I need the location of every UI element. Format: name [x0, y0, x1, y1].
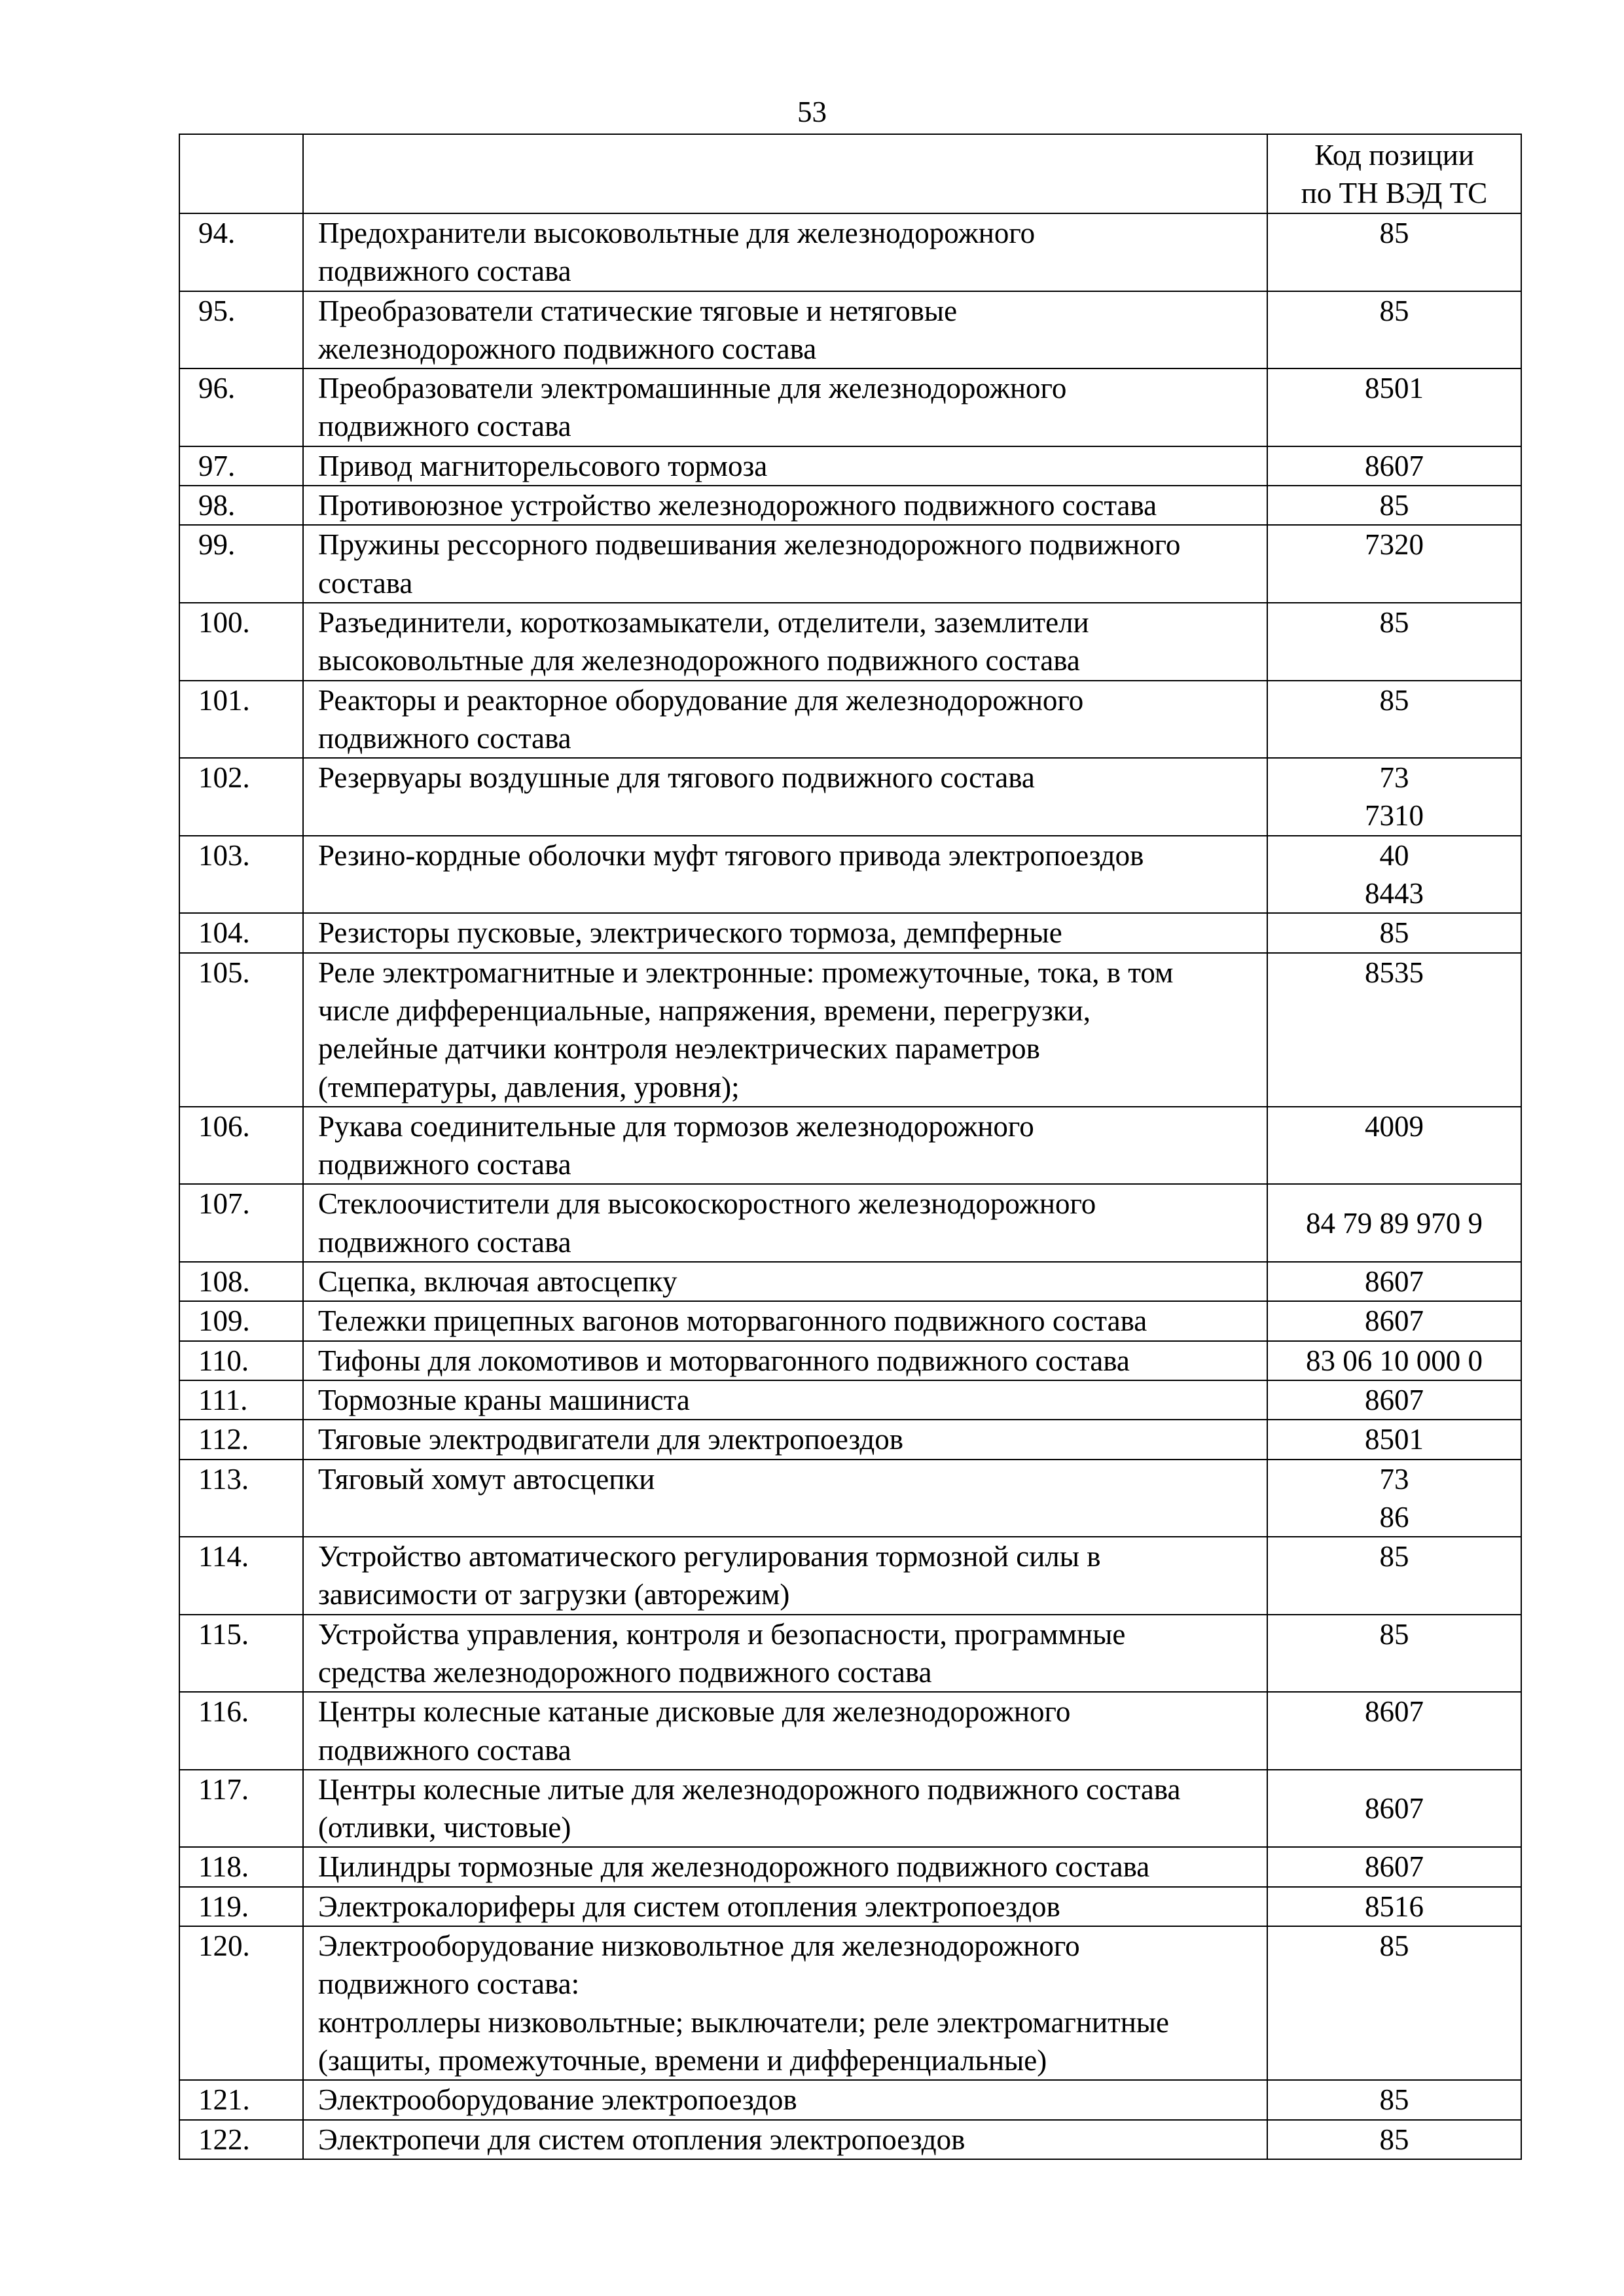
- row-name-cell: Разъединители, короткозамыкатели, отделители, заземлители высоковольтные для железнодорожного подвижного состава: [303, 603, 1267, 681]
- row-code-cell: 4009: [1267, 1107, 1521, 1185]
- row-name-cell: Рукава соединительные для тормозов железнодорожного подвижного состава: [303, 1107, 1267, 1185]
- row-number-cell: 117.: [179, 1770, 303, 1848]
- row-name-cell: Реле электромагнитные и электронные: промежуточные, тока, в том числе дифференциальные, напряжения, времени, перегрузки, релейные датчики контроля неэлектрических параметров (температуры, давления, уровня);: [303, 953, 1267, 1107]
- row-name-cell: Стеклоочистители для высокоскоростного железнодорожного подвижного состава: [303, 1184, 1267, 1262]
- row-code-cell: 85: [1267, 681, 1521, 759]
- row-number-cell: 108.: [179, 1262, 303, 1301]
- row-code-cell: 7320: [1267, 525, 1521, 603]
- table-row: [179, 1692, 1521, 1770]
- row-name-cell: Электрооборудование электропоездов: [303, 2080, 1267, 2119]
- row-code-cell: 83 06 10 000 0: [1267, 1341, 1521, 1380]
- row-name-cell: Электрооборудование низковольтное для железнодорожного подвижного состава: контроллеры низковольтные; выключатели; реле электромагнитные (защиты, промежуточные, времени и дифференциальные): [303, 1926, 1267, 2080]
- row-name-cell: Пружины рессорного подвешивания железнодорожного подвижного состава: [303, 525, 1267, 603]
- row-number-cell: 111.: [179, 1380, 303, 1420]
- table-row: [179, 1926, 1521, 2080]
- table-row: [179, 953, 1521, 1107]
- header-number-cell: [179, 134, 303, 213]
- row-code-cell: 8535: [1267, 953, 1521, 1107]
- row-code-cell: 8607: [1267, 1692, 1521, 1770]
- row-number-cell: 110.: [179, 1341, 303, 1380]
- row-number-cell: 94.: [179, 213, 303, 291]
- table-row: [179, 913, 1521, 952]
- row-number-cell: 122.: [179, 2120, 303, 2159]
- table-row: [179, 1770, 1521, 1848]
- row-name-cell: Преобразователи статические тяговые и нетяговые железнодорожного подвижного состава: [303, 291, 1267, 369]
- row-code-cell: 85: [1267, 1537, 1521, 1615]
- header-name-cell: [303, 134, 1267, 213]
- row-number-cell: 116.: [179, 1692, 303, 1770]
- row-name-cell: Тележки прицепных вагонов моторвагонного подвижного состава: [303, 1301, 1267, 1340]
- row-number-cell: 118.: [179, 1847, 303, 1886]
- table-row: [179, 1420, 1521, 1459]
- row-number-cell: 95.: [179, 291, 303, 369]
- row-name-cell: Электропечи для систем отопления электропоездов: [303, 2120, 1267, 2159]
- table-row: [179, 486, 1521, 525]
- page-number: 53: [797, 96, 827, 128]
- row-code-cell: 85: [1267, 291, 1521, 369]
- table-row: [179, 368, 1521, 446]
- table-row: [179, 2080, 1521, 2119]
- row-name-cell: Цилиндры тормозные для железнодорожного подвижного состава: [303, 1847, 1267, 1886]
- row-number-cell: 121.: [179, 2080, 303, 2119]
- header-code-cell: Код позиции по ТН ВЭД ТС: [1267, 134, 1521, 213]
- row-number-cell: 102.: [179, 758, 303, 836]
- row-number-cell: 103.: [179, 836, 303, 914]
- row-name-cell: Тифоны для локомотивов и моторвагонного подвижного состава: [303, 1341, 1267, 1380]
- row-number-cell: 105.: [179, 953, 303, 1107]
- row-number-cell: 98.: [179, 486, 303, 525]
- row-code-cell: 8607: [1267, 1301, 1521, 1340]
- table-row: [179, 758, 1521, 836]
- table-row: [179, 1341, 1521, 1380]
- row-code-cell: 8501: [1267, 1420, 1521, 1459]
- row-code-cell: 8607: [1267, 1847, 1521, 1886]
- row-name-cell: Привод магниторельсового тормоза: [303, 446, 1267, 486]
- table-row: [179, 1301, 1521, 1340]
- row-code-cell: 8516: [1267, 1887, 1521, 1926]
- row-code-cell: 85: [1267, 1926, 1521, 2080]
- row-number-cell: 114.: [179, 1537, 303, 1615]
- row-number-cell: 120.: [179, 1926, 303, 2080]
- row-name-cell: Предохранители высоковольтные для железнодорожного подвижного состава: [303, 213, 1267, 291]
- table-row: [179, 1380, 1521, 1420]
- row-number-cell: 119.: [179, 1887, 303, 1926]
- row-code-cell: 85: [1267, 1615, 1521, 1693]
- row-code-cell: 85: [1267, 486, 1521, 525]
- table-row: [179, 1184, 1521, 1262]
- row-number-cell: 106.: [179, 1107, 303, 1185]
- row-number-cell: 113.: [179, 1460, 303, 1537]
- row-number-cell: 112.: [179, 1420, 303, 1459]
- row-code-cell: 85: [1267, 603, 1521, 681]
- row-name-cell: Резервуары воздушные для тягового подвижного состава: [303, 758, 1267, 836]
- table-row: [179, 1107, 1521, 1185]
- row-number-cell: 97.: [179, 446, 303, 486]
- row-code-cell: 85: [1267, 913, 1521, 952]
- table-row: [179, 1887, 1521, 1926]
- table-row: [179, 836, 1521, 914]
- row-code-cell: 85: [1267, 2120, 1521, 2159]
- table-row: [179, 1847, 1521, 1886]
- row-number-cell: 104.: [179, 913, 303, 952]
- row-number-cell: 115.: [179, 1615, 303, 1693]
- row-code-cell: 8607: [1267, 446, 1521, 486]
- table-header-row: [179, 134, 1521, 213]
- table-row: [179, 213, 1521, 291]
- table-row: [179, 681, 1521, 759]
- table-row: [179, 603, 1521, 681]
- row-name-cell: Центры колесные катаные дисковые для железнодорожного подвижного состава: [303, 1692, 1267, 1770]
- row-name-cell: Устройства управления, контроля и безопасности, программные средства железнодорожного подвижного состава: [303, 1615, 1267, 1693]
- row-code-cell: 40 8443: [1267, 836, 1521, 914]
- row-code-cell: 8607: [1267, 1380, 1521, 1420]
- row-number-cell: 100.: [179, 603, 303, 681]
- table-row: [179, 1537, 1521, 1615]
- row-name-cell: Противоюзное устройство железнодорожного подвижного состава: [303, 486, 1267, 525]
- row-name-cell: Устройство автоматического регулирования тормозной силы в зависимости от загрузки (авторежим): [303, 1537, 1267, 1615]
- row-name-cell: Сцепка, включая автосцепку: [303, 1262, 1267, 1301]
- row-code-cell: 85: [1267, 213, 1521, 291]
- row-name-cell: Электрокалориферы для систем отопления электропоездов: [303, 1887, 1267, 1926]
- row-name-cell: Резисторы пусковые, электрического тормоза, демпферные: [303, 913, 1267, 952]
- row-name-cell: Резино-кордные оболочки муфт тягового привода электропоездов: [303, 836, 1267, 914]
- row-number-cell: 107.: [179, 1184, 303, 1262]
- row-code-cell: 8501: [1267, 368, 1521, 446]
- row-code-cell: 73 86: [1267, 1460, 1521, 1537]
- row-number-cell: 101.: [179, 681, 303, 759]
- row-name-cell: Реакторы и реакторное оборудование для железнодорожного подвижного состава: [303, 681, 1267, 759]
- codes-table: [179, 134, 1522, 2160]
- row-number-cell: 96.: [179, 368, 303, 446]
- table-row: [179, 446, 1521, 486]
- row-code-cell: 73 7310: [1267, 758, 1521, 836]
- row-name-cell: Тяговые электродвигатели для электропоездов: [303, 1420, 1267, 1459]
- row-code-cell: 85: [1267, 2080, 1521, 2119]
- table-row: [179, 1460, 1521, 1537]
- row-name-cell: Преобразователи электромашинные для железнодорожного подвижного состава: [303, 368, 1267, 446]
- row-name-cell: Тормозные краны машиниста: [303, 1380, 1267, 1420]
- row-code-cell: 84 79 89 970 9: [1267, 1184, 1521, 1262]
- row-number-cell: 99.: [179, 525, 303, 603]
- table-row: [179, 1262, 1521, 1301]
- row-name-cell: Центры колесные литые для железнодорожного подвижного состава (отливки, чистовые): [303, 1770, 1267, 1848]
- table-row: [179, 525, 1521, 603]
- row-code-cell: 8607: [1267, 1262, 1521, 1301]
- row-code-cell: 8607: [1267, 1770, 1521, 1848]
- table-row: [179, 2120, 1521, 2159]
- row-name-cell: Тяговый хомут автосцепки: [303, 1460, 1267, 1537]
- row-number-cell: 109.: [179, 1301, 303, 1340]
- codes-table-body: [179, 134, 1521, 2159]
- table-row: [179, 291, 1521, 369]
- table-row: [179, 1615, 1521, 1693]
